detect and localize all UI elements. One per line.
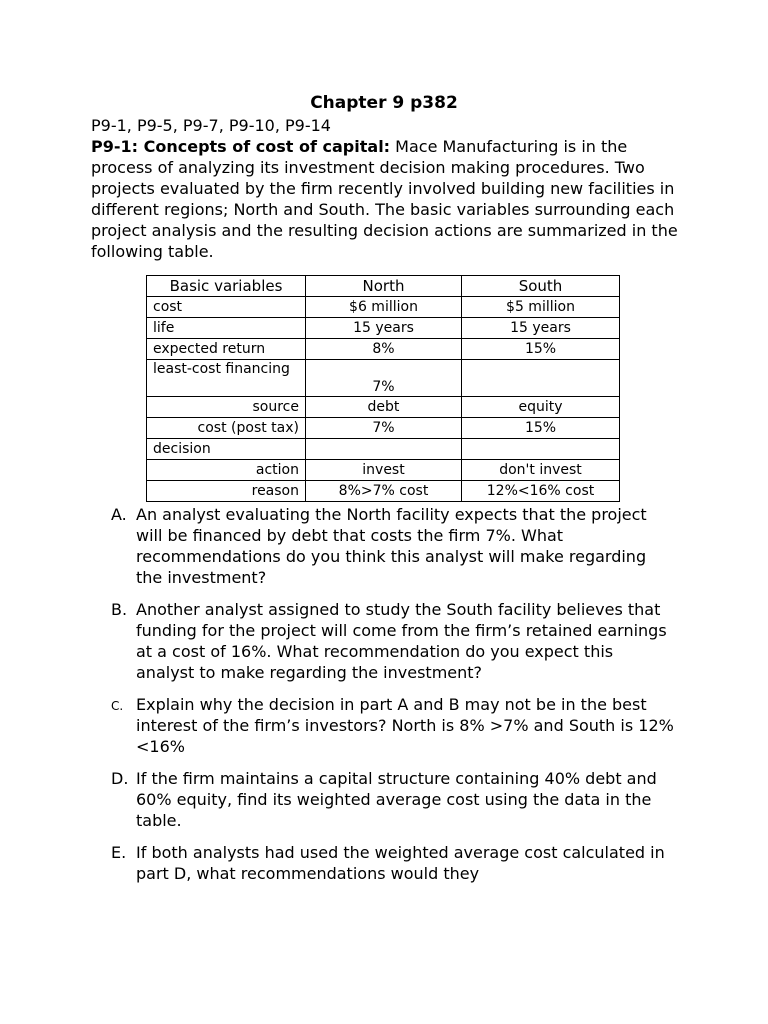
table-row (147, 297, 620, 318)
table-row (147, 481, 620, 502)
north-value: $6 million (306, 297, 462, 318)
south-value: 12%<16% cost (462, 481, 620, 502)
question-text: An analyst evaluating the North facility expects that the project will be financed by debt that costs the firm 7%. What recommendations do you think this analyst will make regarding the investment? (136, 505, 647, 587)
question-marker: E. (111, 843, 127, 862)
north-value: 7% (306, 360, 462, 397)
south-value (462, 360, 620, 397)
table-row (147, 460, 620, 481)
north-value: 8%>7% cost (306, 481, 462, 502)
question-text: Explain why the decision in part A and B may not be in the best interest of the firm’s investors? North is 8% >7% and South is 12%<16% (136, 695, 674, 756)
problem-text: Mace Manufacturing is in the process of analyzing its investment decision making procedures. Two projects evaluated by the firm recently involved building new facilities in different regions; North and South. The basic variables surrounding each project analysis and the resulting decision actions are summarized in the following table. (91, 137, 678, 261)
table-row (147, 339, 620, 360)
question-list (111, 504, 676, 895)
page-title: Chapter 9 p382 (310, 93, 458, 113)
header-south: South (462, 276, 620, 297)
header-north: North (306, 276, 462, 297)
question-item (111, 694, 676, 757)
south-value: 15% (462, 339, 620, 360)
row-label: least-cost financing (147, 360, 306, 397)
table-header-row (147, 276, 620, 297)
south-value: equity (462, 397, 620, 418)
question-marker: D. (111, 769, 129, 788)
question-text: If both analysts had used the weighted average cost calculated in part D, what recommendations would they (136, 843, 665, 883)
row-label: life (147, 318, 306, 339)
question-item (111, 842, 676, 884)
problem-intro (91, 136, 691, 262)
row-label: action (147, 460, 306, 481)
problem-heading: P9-1: Concepts of cost of capital: (91, 137, 391, 156)
north-value: 15 years (306, 318, 462, 339)
north-value: 8% (306, 339, 462, 360)
north-value: invest (306, 460, 462, 481)
question-marker: A. (111, 505, 127, 524)
row-label: decision (147, 439, 306, 460)
question-item (111, 599, 676, 683)
question-text: Another analyst assigned to study the South facility believes that funding for the project will come from the firm’s retained earnings at a cost of 16%. What recommendation do you expect this analyst to make regarding the investment? (136, 600, 667, 682)
south-value: 15 years (462, 318, 620, 339)
row-label: cost (147, 297, 306, 318)
question-marker: B. (111, 600, 128, 619)
question-marker: C. (111, 699, 124, 713)
variables-table (146, 275, 620, 502)
north-value (306, 439, 462, 460)
row-label: expected return (147, 339, 306, 360)
table-row (147, 418, 620, 439)
question-text: If the firm maintains a capital structure containing 40% debt and 60% equity, find its weighted average cost using the data in the table. (136, 769, 657, 830)
table-row (147, 360, 620, 397)
south-value: 15% (462, 418, 620, 439)
south-value: don't invest (462, 460, 620, 481)
row-label: cost (post tax) (147, 418, 306, 439)
row-label: reason (147, 481, 306, 502)
header-basic-variables: Basic variables (147, 276, 306, 297)
question-item (111, 504, 676, 588)
question-item (111, 768, 676, 831)
table-row (147, 439, 620, 460)
table-row (147, 318, 620, 339)
row-label: source (147, 397, 306, 418)
north-value: 7% (306, 418, 462, 439)
north-value: debt (306, 397, 462, 418)
south-value: $5 million (462, 297, 620, 318)
problem-list: P9-1, P9-5, P9-7, P9-10, P9-14 (91, 116, 331, 135)
table-row (147, 397, 620, 418)
south-value (462, 439, 620, 460)
